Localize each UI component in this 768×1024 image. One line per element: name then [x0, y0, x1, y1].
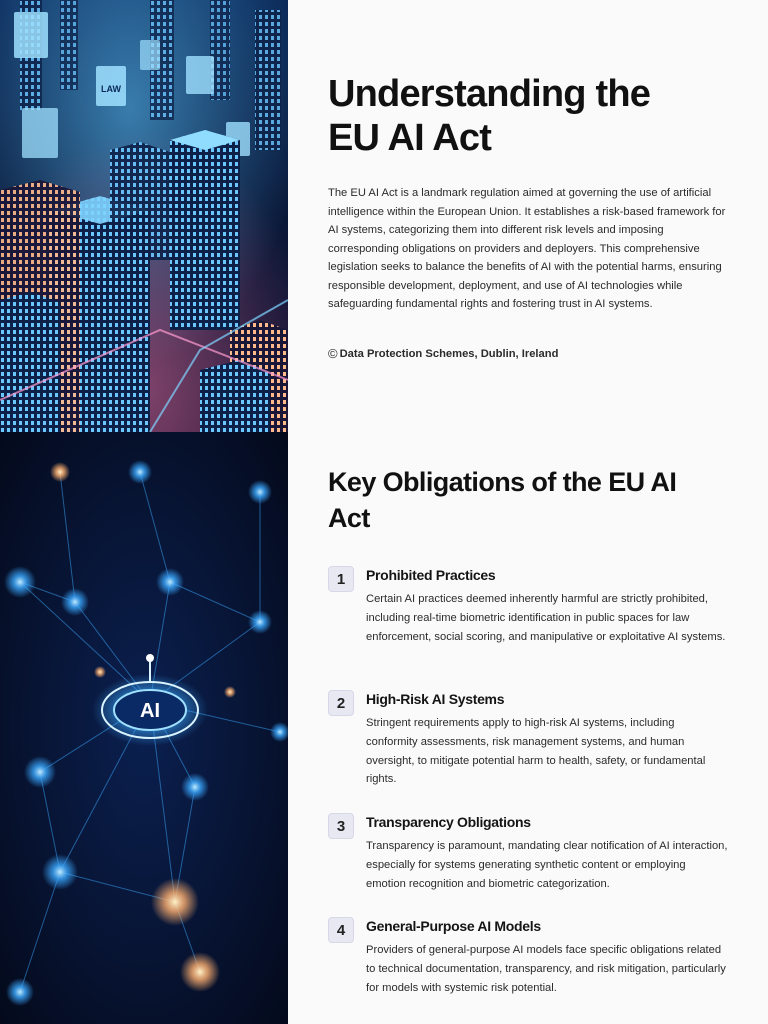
copyright-icon: © [328, 346, 338, 361]
law-sign-text: LAW [101, 84, 121, 94]
obligations-title-line1: Key Obligations of the EU AI [328, 467, 677, 497]
credit-line [328, 346, 558, 361]
obligation-description: Stringent requirements apply to high-risk AI systems, including conformity assessments, risk management systems, and human oversight, to mitigate potential harm to health, safety, or fundamental rights. [366, 717, 706, 786]
obligations-title [328, 464, 728, 536]
number-badge: 4 [328, 917, 354, 943]
page-title [328, 72, 728, 160]
intro-paragraph: The EU AI Act is a landmark regulation aimed at governing the use of artificial intelligence within the European Union. It establishes a risk-based framework for AI systems, categorizing them into different risk levels and imposing corresponding obligations on providers and deployers. This comprehensive legislation seeks to balance the benefits of AI with the potential harms, ensuring responsible development, deployment, and use of AI technologies while safeguarding fundamental rights and fostering trust in AI systems. [328, 187, 726, 310]
obligation-description: Certain AI practices deemed inherently harmful are strictly prohibited, including real-time biometric identification in public spaces for law enforcement, social scoring, and manipulative or exploitative AI systems. [366, 593, 726, 643]
obligation-title: General-Purpose AI Models [366, 918, 541, 934]
credit-text: Data Protection Schemes, Dublin, Ireland [339, 347, 559, 360]
obligation-description: Providers of general-purpose AI models face specific obligations related to technical documentation, transparency, and risk mitigation, particularly for models with systemic risk potential. [366, 944, 726, 994]
obligation-description: Transparency is paramount, mandating clear notification of AI interaction, especially for systems generating synthetic content or employing emotion recognition and biometric categorization. [366, 840, 728, 890]
page-title-line1: Understanding the [328, 73, 651, 115]
number-badge: 3 [328, 813, 354, 839]
obligation-title: High-Risk AI Systems [366, 691, 505, 707]
obligations-title-line2: Act [328, 503, 370, 533]
ai-hub-text: AI [140, 700, 160, 722]
page-title-line2: EU AI Act [328, 117, 492, 159]
number-badge: 2 [328, 690, 354, 716]
content-column [288, 0, 768, 1024]
number-badge: 1 [328, 566, 354, 592]
obligation-title: Prohibited Practices [366, 567, 496, 583]
ai-network-illustration [0, 432, 288, 1024]
left-image-column [0, 0, 288, 1024]
obligation-title: Transparency Obligations [366, 814, 531, 830]
digital-city-illustration [0, 0, 288, 432]
